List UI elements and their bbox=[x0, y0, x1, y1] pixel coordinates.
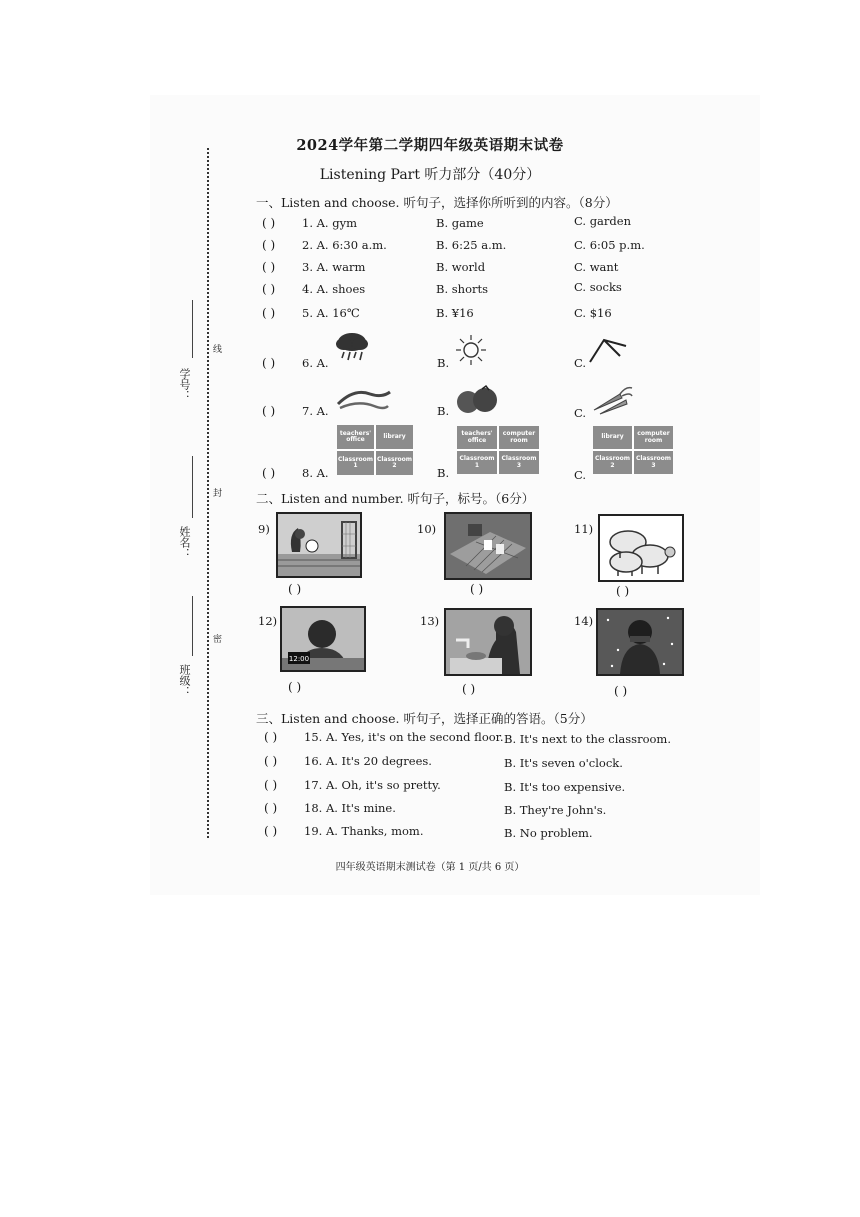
answer-paren[interactable]: ( ) bbox=[262, 404, 276, 418]
answer-paren[interactable]: ( ) bbox=[470, 582, 484, 596]
rain-cloud-icon bbox=[334, 330, 370, 364]
q3-option-b: B. world bbox=[436, 260, 486, 274]
seal-mark: 封 bbox=[211, 488, 221, 497]
carrots-icon bbox=[590, 384, 634, 416]
section3-heading: 三、Listen and choose. 听句子，选择正确的答语。（5分） bbox=[256, 711, 593, 726]
answer-paren[interactable]: ( ) bbox=[616, 584, 630, 598]
q4-option-a: 4. A. shoes bbox=[302, 282, 366, 296]
answer-paren[interactable]: ( ) bbox=[262, 306, 276, 320]
q11-number: 11) bbox=[574, 522, 594, 536]
q1-option-c: C. garden bbox=[574, 214, 631, 228]
school-map-c: library computer room Classroom 2 Classroom 3 bbox=[593, 426, 673, 474]
q13-number: 13) bbox=[420, 614, 440, 628]
q5-option-b: B. ¥16 bbox=[436, 306, 474, 320]
tomatoes-icon bbox=[452, 384, 500, 414]
student-no-underline bbox=[192, 300, 193, 358]
q16-option-b: B. It's seven o'clock. bbox=[504, 756, 623, 770]
page-footer: 四年级英语期末测试卷（第 1 页/共 6 页） bbox=[335, 862, 525, 873]
q19-option-a: 19. A. Thanks, mom. bbox=[304, 824, 424, 838]
q7-option-c: C. bbox=[574, 406, 587, 420]
q6-option-a: 6. A. bbox=[302, 356, 329, 370]
answer-paren[interactable]: ( ) bbox=[262, 356, 276, 370]
answer-paren[interactable]: ( ) bbox=[262, 260, 276, 274]
q6-option-b: B. bbox=[437, 356, 450, 370]
q12-number: 12) bbox=[258, 614, 278, 628]
washing-hands-icon bbox=[444, 608, 532, 676]
answer-paren[interactable]: ( ) bbox=[264, 778, 278, 792]
flag-icon bbox=[586, 334, 630, 364]
name-underline bbox=[192, 456, 193, 518]
q8-option-c: C. bbox=[574, 468, 587, 482]
school-map-a: teachers' office library Classroom 1 Classroom 2 bbox=[337, 425, 413, 475]
class-underline bbox=[192, 596, 193, 656]
name-label: 姓名： bbox=[178, 526, 191, 559]
answer-paren[interactable]: ( ) bbox=[614, 684, 628, 698]
q16-option-a: 16. A. It's 20 degrees. bbox=[304, 754, 432, 768]
close-mark: 密 bbox=[211, 634, 221, 643]
answer-paren[interactable]: ( ) bbox=[264, 824, 278, 838]
answer-paren[interactable]: ( ) bbox=[262, 216, 276, 230]
q2-option-a: 2. A. 6:30 a.m. bbox=[302, 238, 387, 252]
sheep-icon bbox=[598, 514, 684, 582]
section1-heading: 一、Listen and choose. 听句子，选择你所听到的内容。（8分） bbox=[256, 195, 618, 210]
answer-paren[interactable]: ( ) bbox=[462, 682, 476, 696]
exam-title: 2024学年第二学期四年级英语期末试卷 bbox=[296, 137, 564, 154]
listening-part-title: Listening Part 听力部分（40分） bbox=[319, 167, 541, 183]
q1-option-a: 1. A. gym bbox=[302, 216, 358, 230]
classroom-desk-icon bbox=[444, 512, 532, 580]
q9-number: 9) bbox=[258, 522, 270, 536]
q7-option-b: B. bbox=[437, 404, 450, 418]
q3-option-a: 3. A. warm bbox=[302, 260, 366, 274]
green-beans-icon bbox=[334, 386, 392, 416]
sun-icon bbox=[452, 334, 490, 366]
q17-option-b: B. It's too expensive. bbox=[504, 780, 626, 794]
student-no-label: 学号： bbox=[178, 368, 191, 401]
q18-option-a: 18. A. It's mine. bbox=[304, 801, 396, 815]
q5-option-a: 5. A. 16℃ bbox=[302, 306, 360, 320]
q1-option-b: B. game bbox=[436, 216, 484, 230]
answer-paren[interactable]: ( ) bbox=[262, 282, 276, 296]
school-map-b: teachers' office computer room Classroom 1 Classroom 3 bbox=[457, 426, 539, 474]
q18-option-b: B. They're John's. bbox=[504, 803, 607, 817]
q2-option-c: C. 6:05 p.m. bbox=[574, 238, 645, 252]
q4-option-c: C. socks bbox=[574, 280, 622, 294]
class-label: 班级： bbox=[178, 664, 191, 697]
section2-heading: 二、Listen and number. 听句子，标号。（6分） bbox=[256, 491, 535, 506]
answer-paren[interactable]: ( ) bbox=[262, 238, 276, 252]
football-field-icon bbox=[276, 512, 362, 578]
q17-option-a: 17. A. Oh, it's so pretty. bbox=[304, 778, 441, 792]
cold-girl-icon bbox=[596, 608, 684, 676]
answer-paren[interactable]: ( ) bbox=[262, 466, 276, 480]
answer-paren[interactable]: ( ) bbox=[264, 754, 278, 768]
answer-paren[interactable]: ( ) bbox=[288, 582, 302, 596]
q3-option-c: C. want bbox=[574, 260, 619, 274]
q6-option-c: C. bbox=[574, 356, 587, 370]
q19-option-b: B. No problem. bbox=[504, 826, 593, 840]
q10-number: 10) bbox=[417, 522, 437, 536]
answer-paren[interactable]: ( ) bbox=[264, 801, 278, 815]
answer-paren[interactable]: ( ) bbox=[288, 680, 302, 694]
binding-dotted-line bbox=[207, 148, 209, 838]
clock-time: 12:00 bbox=[288, 655, 310, 663]
q15-option-b: B. It's next to the classroom. bbox=[504, 732, 671, 746]
q8-option-b: B. bbox=[437, 466, 450, 480]
answer-paren[interactable]: ( ) bbox=[264, 730, 278, 744]
q5-option-c: C. $16 bbox=[574, 306, 612, 320]
q15-option-a: 15. A. Yes, it's on the second floor. bbox=[304, 730, 504, 744]
line-mark: 线 bbox=[211, 344, 221, 353]
boy-clock-icon bbox=[280, 606, 366, 672]
q2-option-b: B. 6:25 a.m. bbox=[436, 238, 507, 252]
q7-option-a: 7. A. bbox=[302, 404, 329, 418]
q8-option-a: 8. A. bbox=[302, 466, 329, 480]
q14-number: 14) bbox=[574, 614, 594, 628]
q4-option-b: B. shorts bbox=[436, 282, 489, 296]
